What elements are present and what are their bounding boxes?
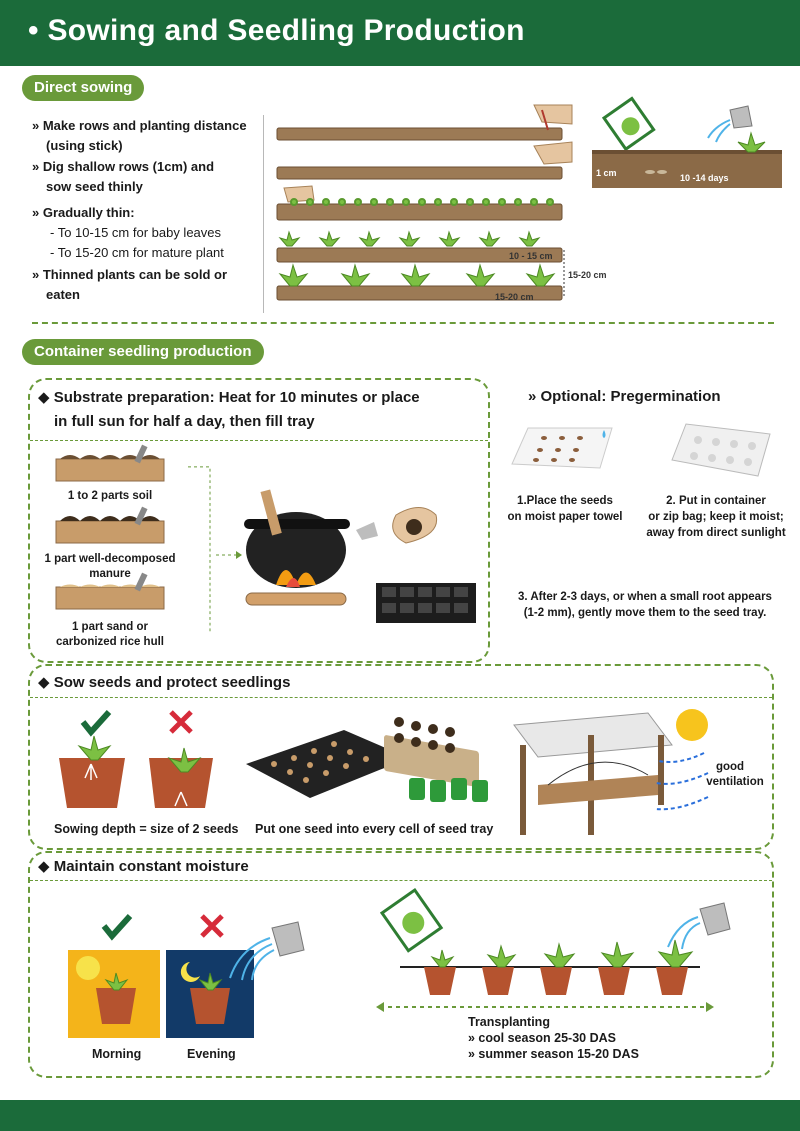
sow-title: ◆ Sow seeds and protect seedlings bbox=[38, 674, 291, 691]
bullet-dig-1: » Dig shallow rows (1cm) and bbox=[32, 159, 215, 174]
pregerm-title: » Optional: Pregermination bbox=[528, 388, 721, 405]
label-ventilation: ventilation bbox=[706, 776, 764, 788]
cross-icon bbox=[202, 916, 222, 936]
label-15-20cm-side: 15-20 cm bbox=[568, 270, 607, 280]
pregerm-step2-1: 2. Put in container bbox=[666, 495, 766, 507]
label-transplanting: Transplanting bbox=[468, 1015, 550, 1029]
label-evening: Evening bbox=[187, 1047, 236, 1061]
substrate-divider bbox=[30, 440, 488, 441]
pregerm-step2-3: away from direct sunlight bbox=[646, 527, 786, 539]
bullet-thin-mature: - To 15-20 cm for mature plant bbox=[50, 245, 224, 260]
bullet-rows-2: (using stick) bbox=[46, 138, 123, 153]
section-pill-container: Container seedling production bbox=[22, 339, 264, 365]
check-icon bbox=[104, 916, 130, 936]
substrate-trays bbox=[52, 447, 172, 622]
label-soil: 1 to 2 parts soil bbox=[67, 490, 153, 502]
pot-fire-illustration bbox=[186, 465, 486, 630]
sowing-depth-illustration bbox=[55, 708, 235, 813]
section-divider bbox=[32, 322, 774, 324]
label-sand-2: carbonized rice hull bbox=[56, 636, 164, 648]
transplanting-illustration bbox=[370, 895, 740, 1015]
watering-can-icon bbox=[272, 922, 304, 956]
label-manure-1: 1 part well-decomposed bbox=[44, 553, 176, 565]
bullet-rows-1: » Make rows and planting distance bbox=[32, 118, 247, 133]
label-morning: Morning bbox=[92, 1047, 142, 1061]
label-sowing-depth: Sowing depth = size of 2 seeds bbox=[54, 822, 239, 836]
substrate-title-1: ◆ Substrate preparation: Heat for 10 minutes or place bbox=[38, 389, 420, 406]
label-10-15cm: 10 - 15 cm bbox=[509, 251, 553, 261]
bullet-thinned-1: » Thinned plants can be sold or bbox=[32, 267, 228, 282]
page-title: • Sowing and Seedling Production bbox=[28, 14, 525, 47]
label-good: good bbox=[715, 761, 745, 773]
header-bar bbox=[0, 0, 800, 66]
moisture-divider bbox=[30, 880, 772, 881]
seed-tray-illustration bbox=[244, 708, 489, 813]
bullet-thin: » Gradually thin: bbox=[32, 205, 135, 220]
pregerm-illustration bbox=[508, 420, 788, 485]
label-cool-season: » cool season 25-30 DAS bbox=[468, 1031, 616, 1045]
soil-rows-illustration bbox=[272, 100, 572, 310]
bullet-dig-2: sow seed thinly bbox=[46, 179, 143, 194]
divider-vertical bbox=[263, 115, 264, 313]
sun-icon bbox=[76, 956, 100, 980]
footer-bar bbox=[0, 1100, 800, 1131]
pregerm-step1-1: 1.Place the seeds bbox=[517, 495, 613, 507]
sow-divider bbox=[30, 697, 772, 698]
substrate-title-2: in full sun for half a day, then fill tray bbox=[54, 413, 315, 430]
label-1cm: 1 cm bbox=[596, 168, 617, 178]
cross-icon bbox=[171, 712, 191, 732]
label-sand-1: 1 part sand or bbox=[71, 621, 149, 633]
sun-icon bbox=[676, 709, 708, 741]
check-icon bbox=[83, 712, 109, 732]
moisture-title: ◆ Maintain constant moisture bbox=[38, 858, 249, 875]
label-one-seed: Put one seed into every cell of seed tray bbox=[255, 822, 494, 836]
bullet-thin-baby: - To 10-15 cm for baby leaves bbox=[50, 225, 222, 240]
label-15-20cm-row: 15-20 cm bbox=[495, 292, 534, 302]
section-pill-direct-sowing: Direct sowing bbox=[22, 75, 144, 101]
pregerm-step3-1: 3. After 2-3 days, or when a small root appears bbox=[518, 591, 772, 603]
morning-evening-illustration bbox=[66, 912, 326, 1042]
label-summer-season: » summer season 15-20 DAS bbox=[468, 1047, 639, 1061]
pregerm-step2-2: or zip bag; keep it moist; bbox=[648, 511, 784, 523]
bullet-thinned-2: eaten bbox=[46, 287, 80, 302]
pregerm-step1-2: on moist paper towel bbox=[507, 511, 623, 523]
label-10-14-days: 10 -14 days bbox=[680, 173, 729, 183]
pregerm-step3-2: (1-2 mm), gently move them to the seed tray. bbox=[523, 607, 767, 619]
label-manure-2: manure bbox=[89, 568, 131, 580]
